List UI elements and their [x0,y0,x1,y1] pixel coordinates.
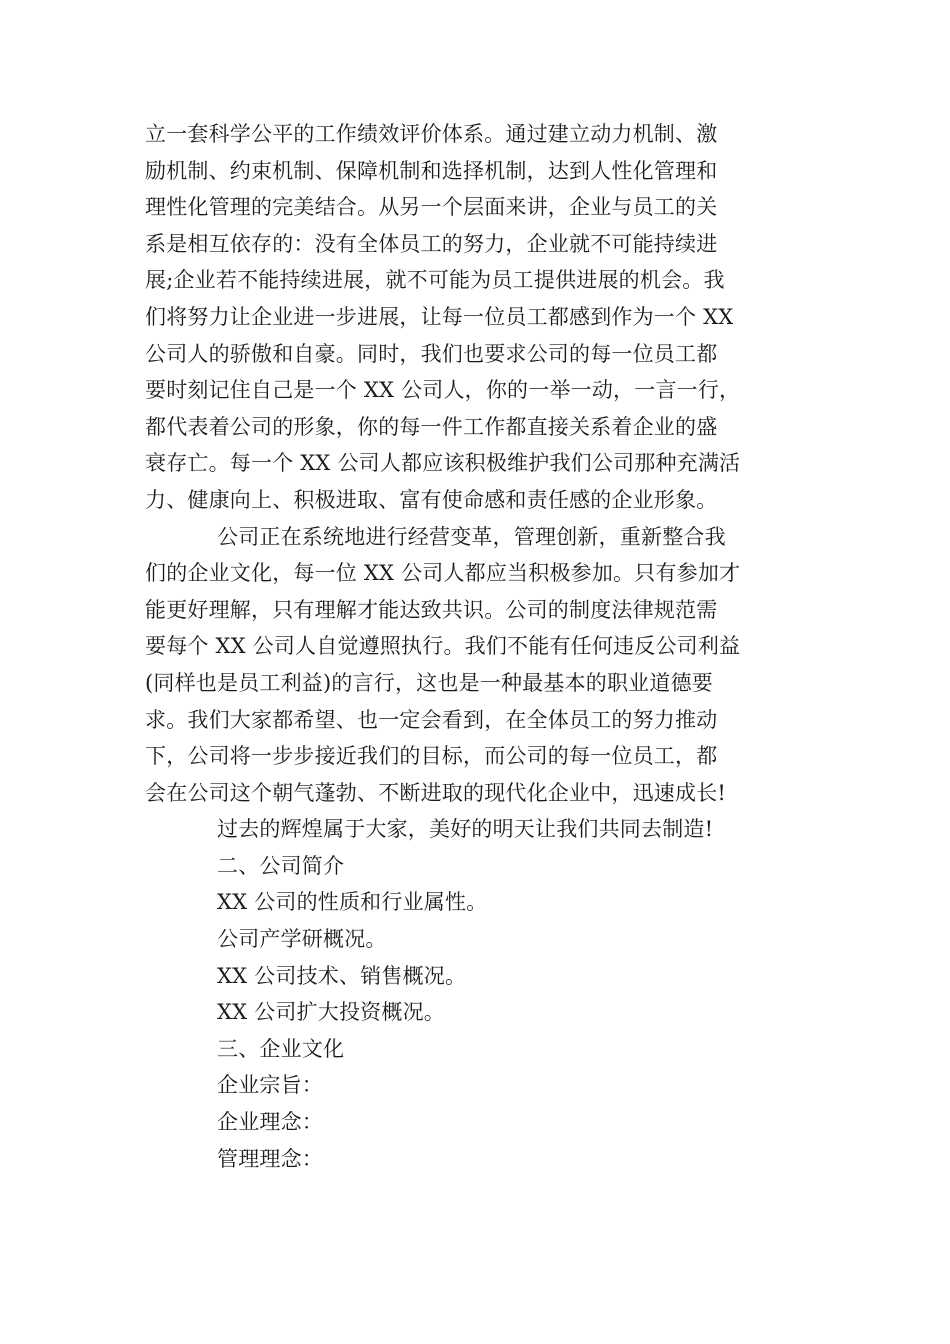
text-line: 理性化管理的完美结合。从另一个层面来讲，企业与员工的关 [145,195,718,220]
text-line: 力、健康向上、积极进取、富有使命感和责任感的企业形象。 [145,487,718,512]
text-line: XX 公司的性质和行业属性。 [217,890,488,915]
text-line: 企业理念： [217,1110,323,1135]
text-line: 立一套科学公平的工作绩效评价体系。通过建立动力机制、激 [145,122,718,146]
text-line: 能更好理解，只有理解才能达致共识。公司的制度法律规范需 [145,597,718,622]
text-line: 衰存亡。每一个 XX 公司人都应该积极维护我们公司那种充满活 [145,451,741,476]
text-line: 公司人的骄傲和自豪。同时，我们也要求公司的每一位员工都 [145,341,718,366]
text-line: 们将努力让企业进一步进展，让每一位员工都感到作为一个 XX [145,304,734,329]
text-line: 三、企业文化 [217,1036,345,1061]
text-line: 求。我们大家都希望、也一定会看到，在全体员工的努力推动 [145,707,718,732]
text-line: 要每个 XX 公司人自觉遵照执行。我们不能有任何违反公司利益 [145,634,741,659]
text-line: 们的企业文化，每一位 XX 公司人都应当积极参加。只有参加才 [145,561,741,586]
text-line: 都代表着公司的形象，你的每一件工作都直接关系着企业的盛 [145,414,718,439]
text-line: 下，公司将一步步接近我们的目标，而公司的每一位员工，都 [145,744,718,769]
text-line: 展;企业若不能持续进展，就不可能为员工提供进展的机会。我 [145,268,725,293]
text-line: XX 公司扩大投资概况。 [217,1000,445,1025]
text-line: 企业宗旨： [217,1073,323,1098]
text-line: 公司正在系统地进行经营变革，管理创新，重新整合我 [217,524,726,549]
text-line: 要时刻记住自己是一个 XX 公司人，你的一举一动，一言一行， [145,378,741,403]
text-line: 会在公司这个朝气蓬勃、不断进取的现代化企业中，迅速成长! [145,780,727,805]
text-line: 励机制、约束机制、保障机制和选择机制，达到人性化管理和 [145,158,718,183]
text-line: 公司产学研概况。 [217,927,387,952]
document-body [145,116,805,1177]
text-line: 过去的辉煌属于大家，美好的明天让我们共同去制造! [217,817,714,842]
text-line: 管理理念： [217,1146,323,1171]
text-line: XX 公司技术、销售概况。 [217,963,467,988]
text-line: 系是相互依存的：没有全体员工的努力，企业就不可能持续进 [145,231,718,256]
text-line: (同样也是员工利益)的言行，这也是一种最基本的职业道德要 [145,670,713,695]
text-line: 二、公司简介 [217,853,345,878]
